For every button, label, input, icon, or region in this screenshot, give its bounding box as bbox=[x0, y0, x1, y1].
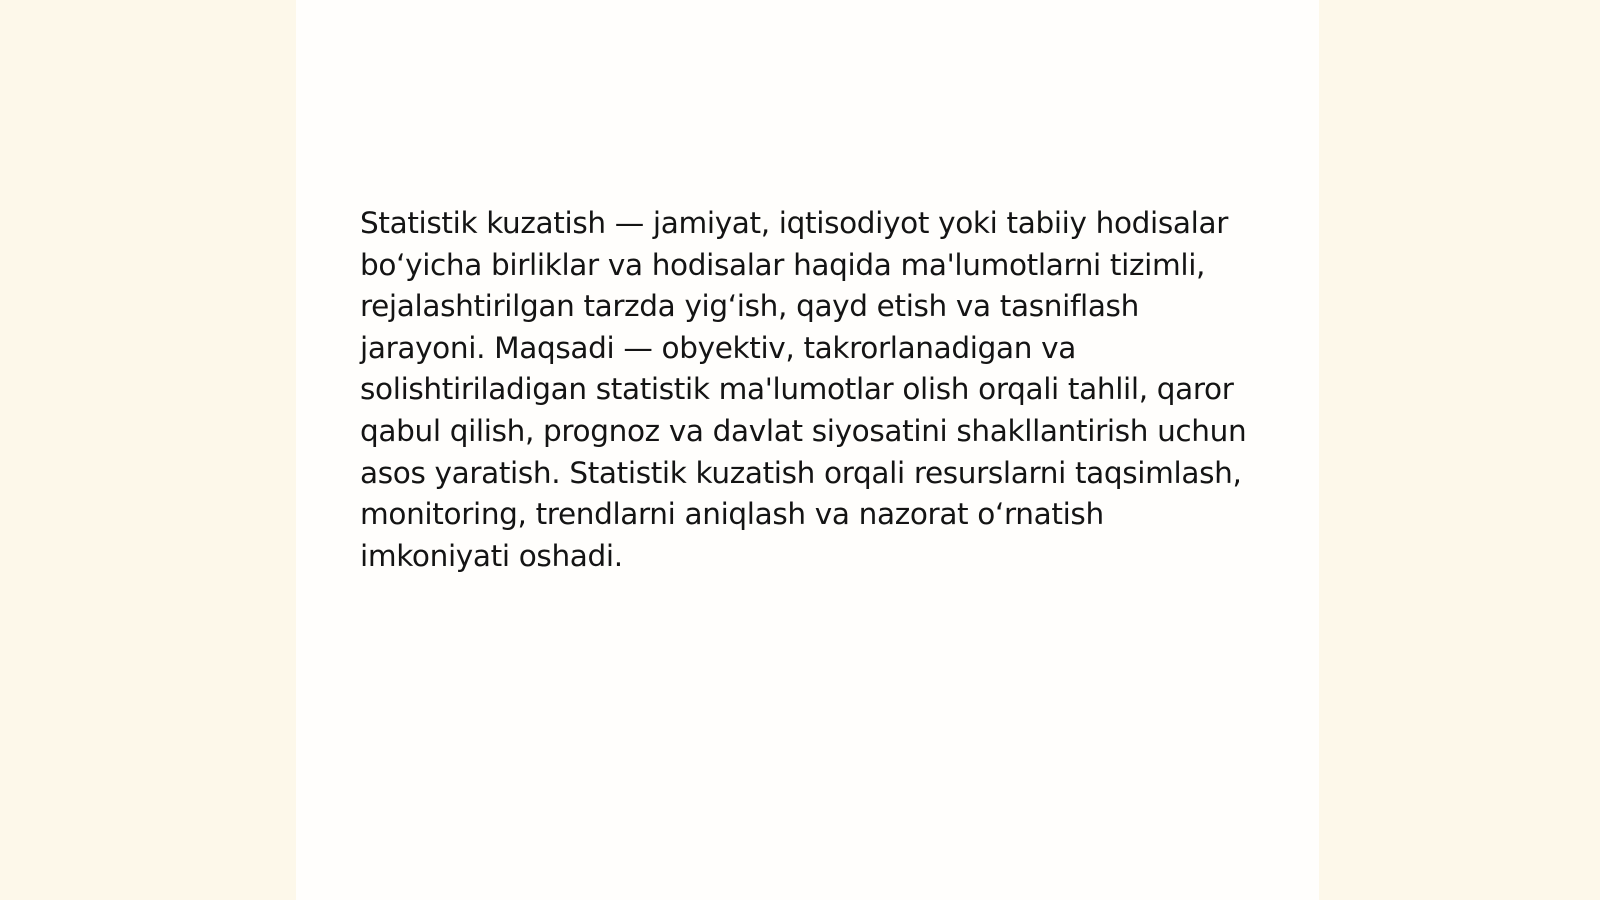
slide-panel bbox=[296, 0, 1319, 900]
slide-paragraph: Statistik kuzatish — jamiyat, iqtisodiyot yoki tabiiy hodisalar bo‘yicha birliklar va hodisalar haqida ma'lumotlarni tizimli, rejalashtirilgan tarzda yig‘ish, qayd etish va tasniflash jarayoni. Maqsadi — obyektiv, takrorlanadigan va solishtiriladigan statistik ma'lumotlar olish orqali tahlil, qaror qabul qilish, prognoz va davlat siyosatini shakllantirish uchun asos yaratish. Statistik kuzatish orqali resurslarni taqsimlash, monitoring, trendlarni aniqlash va nazorat o‘rnatish imkoniyati oshadi. bbox=[360, 206, 1247, 573]
